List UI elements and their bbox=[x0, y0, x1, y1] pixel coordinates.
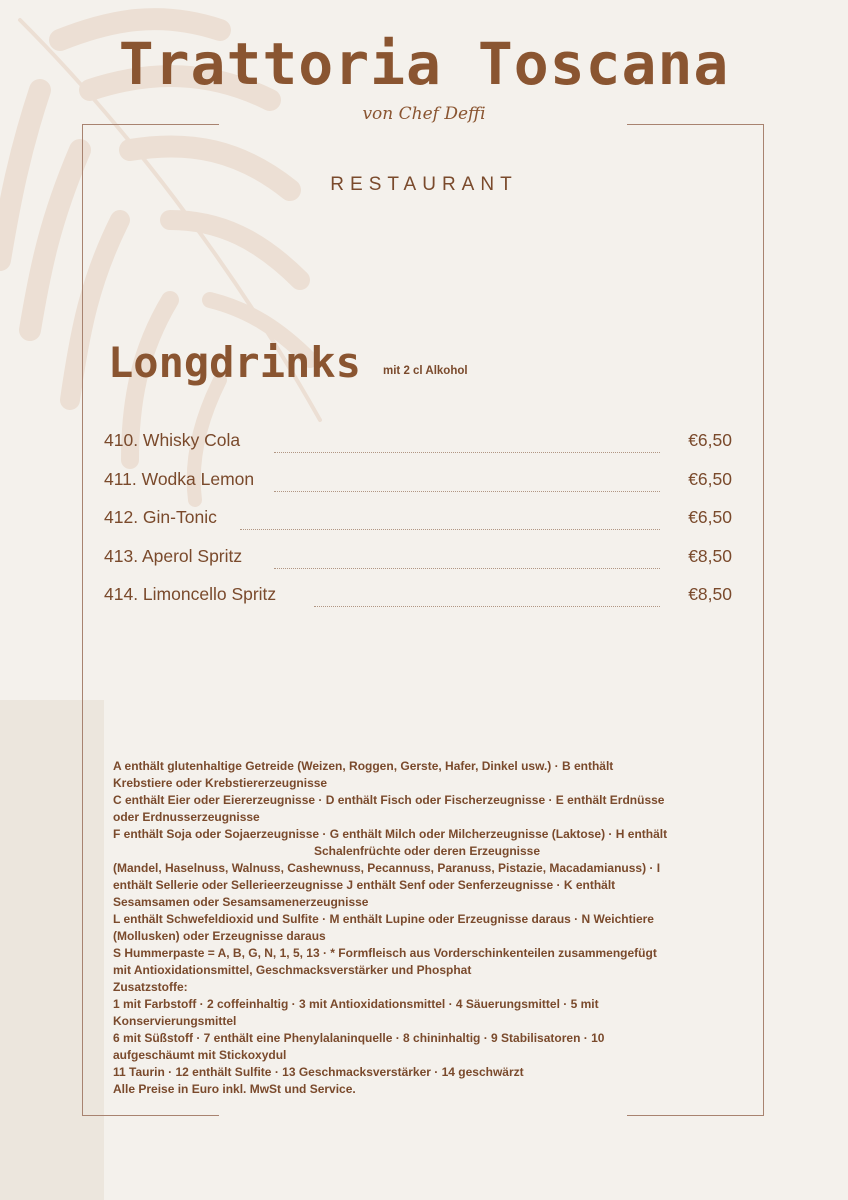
note-line: oder Erdnusserzeugnisse bbox=[113, 810, 260, 824]
dotted-leader bbox=[240, 529, 660, 530]
item-price: €6,50 bbox=[688, 507, 732, 527]
list-item bbox=[104, 507, 732, 546]
note-line: 11 Taurin · 12 enthält Sulfite · 13 Geschmacksverstärker · 14 geschwärzt bbox=[113, 1065, 524, 1079]
note-line: Schalenfrüchte oder deren Erzeugnisse bbox=[313, 844, 541, 858]
note-line: 1 mit Farbstoff · 2 coffeinhaltig · 3 mit Antioxidationsmittel · 4 Säuerungsmittel · 5 mit bbox=[113, 997, 599, 1011]
note-line: Zusatzstoffe: bbox=[113, 980, 188, 994]
note-line: enthält Sellerie oder Sellerieerzeugnisse J enthält Senf oder Senferzeugnisse · K enthält bbox=[113, 878, 616, 892]
dotted-leader bbox=[274, 568, 660, 569]
item-price: €6,50 bbox=[688, 430, 732, 450]
frame-line bbox=[82, 124, 219, 125]
frame-line bbox=[627, 124, 764, 125]
note-line: S Hummerpaste = A, B, G, N, 1, 5, 13 · * Formfleisch aus Vorderschinkenteilen zusammengefügt bbox=[113, 946, 657, 960]
chef-byline: von Chef Deffi bbox=[362, 104, 486, 124]
list-item bbox=[104, 469, 732, 508]
item-price: €6,50 bbox=[688, 468, 732, 489]
background-panel bbox=[0, 700, 104, 1200]
allergen-notes bbox=[113, 758, 741, 1098]
item-name: 410. Whisky Cola bbox=[104, 430, 241, 450]
item-name: 414. Limoncello Spritz bbox=[104, 584, 277, 604]
note-line: aufgeschäumt mit Stickoxydul bbox=[113, 1048, 287, 1062]
note-line: A enthält glutenhaltige Getreide (Weizen, Roggen, Gerste, Hafer, Dinkel usw.) · B enthält bbox=[113, 759, 614, 773]
dotted-leader bbox=[274, 452, 660, 453]
note-line: Sesamsamen oder Sesamsamenerzeugnisse bbox=[113, 895, 369, 909]
note-line: L enthält Schwefeldioxid und Sulfite · M enthält Lupine oder Erzeugnisse daraus · N Weichtiere bbox=[113, 912, 654, 926]
note-line: Konservierungsmittel bbox=[113, 1014, 237, 1028]
item-name: 411. Wodka Lemon bbox=[104, 468, 255, 489]
section-label: RESTAURANT bbox=[330, 174, 518, 195]
item-price: €8,50 bbox=[688, 545, 732, 566]
note-line: Krebstiere oder Krebstiererzeugnisse bbox=[113, 776, 328, 790]
frame-line bbox=[82, 1115, 219, 1116]
frame-line bbox=[627, 1115, 764, 1116]
frame-line bbox=[82, 124, 83, 1115]
drinks-list bbox=[104, 430, 732, 623]
note-line: C enthält Eier oder Eiererzeugnisse · D enthält Fisch oder Fischerzeugnisse · E enthält Erdnüsse bbox=[113, 793, 665, 807]
menu-subheading: mit 2 cl Alkohol bbox=[383, 365, 468, 377]
menu-heading: Longdrinks bbox=[108, 338, 361, 387]
frame-line bbox=[763, 124, 764, 1115]
list-item bbox=[104, 430, 732, 469]
item-name: 413. Aperol Spritz bbox=[104, 545, 243, 566]
list-item bbox=[104, 584, 732, 623]
dotted-leader bbox=[274, 491, 660, 492]
dotted-leader bbox=[314, 606, 660, 607]
note-line: Alle Preise in Euro inkl. MwSt und Service. bbox=[113, 1082, 356, 1096]
note-line: 6 mit Süßstoff · 7 enthält eine Phenylalaninquelle · 8 chininhaltig · 9 Stabilisatoren · 10 bbox=[113, 1031, 605, 1045]
list-item bbox=[104, 546, 732, 585]
note-line: mit Antioxidationsmittel, Geschmacksverstärker und Phosphat bbox=[113, 963, 472, 977]
item-price: €8,50 bbox=[688, 584, 732, 604]
note-line: (Mandel, Haselnuss, Walnuss, Cashewnuss, Pecannuss, Paranuss, Pistazie, Macadamianuss) · I bbox=[113, 861, 661, 875]
restaurant-name: Trattoria Toscana bbox=[118, 30, 730, 98]
note-line: (Mollusken) oder Erzeugnisse daraus bbox=[113, 929, 326, 943]
item-name: 412. Gin-Tonic bbox=[104, 507, 217, 527]
note-line: F enthält Soja oder Sojaerzeugnisse · G enthält Milch oder Milcherzeugnisse (Laktose) · H enthält bbox=[113, 827, 668, 841]
